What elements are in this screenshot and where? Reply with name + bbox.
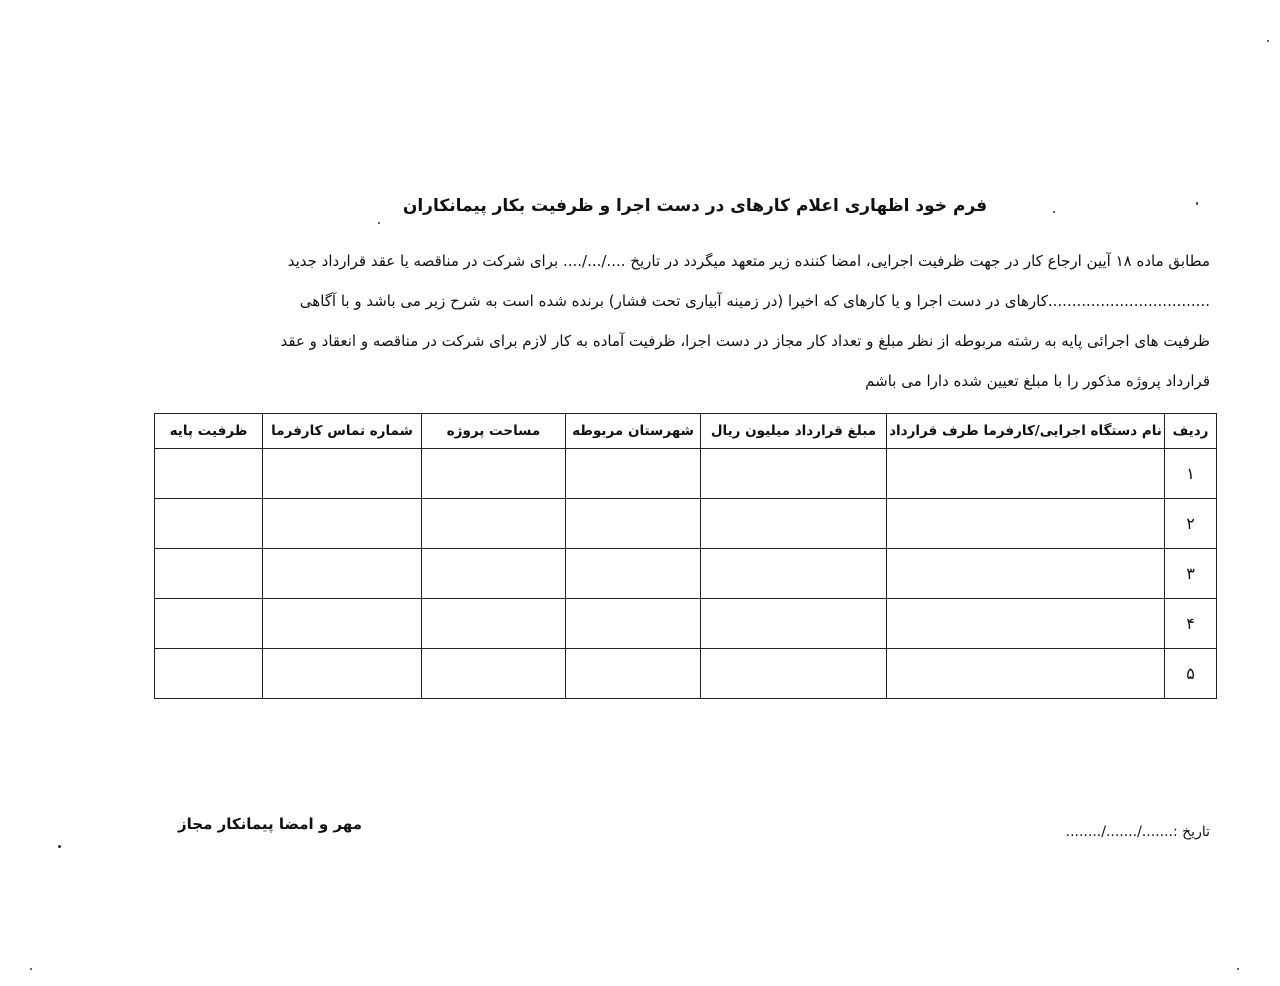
- header-contract-amount: مبلغ قرارداد میلیون ریال: [701, 414, 887, 449]
- city-cell[interactable]: [566, 499, 701, 549]
- employer-phone-cell[interactable]: [263, 599, 422, 649]
- city-cell[interactable]: [566, 599, 701, 649]
- city-cell[interactable]: [566, 449, 701, 499]
- paragraph-line-3: ظرفیت های اجرائی پایه به رشته مربوطه از نظر مبلغ و تعداد کار مجاز در دست اجرا، ظرفیت آماده به کار لازم برای شرکت در مناقصه و انعقاد و عقد: [280, 332, 1210, 350]
- base-capacity-cell[interactable]: [155, 499, 263, 549]
- contract-amount-cell[interactable]: [701, 499, 887, 549]
- scan-speck: [1053, 211, 1055, 213]
- paragraph-line-2: ..................................کارهای در دست اجرا و یا کارهای که اخیرا (در زمینه آبیاری تحت فشار) برنده شده است به شرح زیر می باشد و با آگاهی: [299, 292, 1210, 310]
- project-area-cell[interactable]: [422, 549, 566, 599]
- header-city: شهرستان مربوطه: [566, 414, 701, 449]
- contract-amount-cell[interactable]: [701, 449, 887, 499]
- row-number-cell: ۳: [1165, 549, 1217, 599]
- employer-phone-cell[interactable]: [263, 499, 422, 549]
- date-field: تاریخ :......./......./........: [1065, 824, 1210, 840]
- header-project-area: مساحت پروژه: [422, 414, 566, 449]
- form-title: فرم خود اظهاری اعلام کارهای در دست اجرا و ظرفیت بکار پیمانکاران: [402, 196, 988, 216]
- employer-name-cell[interactable]: [887, 449, 1165, 499]
- table-header-row: [155, 414, 1217, 449]
- row-number-cell: ۱: [1165, 449, 1217, 499]
- header-employer-name: نام دستگاه اجرایی/کارفرما طرف قرارداد: [887, 414, 1165, 449]
- header-employer-phone: شماره تماس کارفرما: [263, 414, 422, 449]
- contract-amount-cell[interactable]: [701, 549, 887, 599]
- base-capacity-cell[interactable]: [155, 549, 263, 599]
- scan-speck: [1237, 968, 1239, 970]
- project-area-cell[interactable]: [422, 649, 566, 699]
- table-row: [155, 649, 1217, 699]
- employer-name-cell[interactable]: [887, 499, 1165, 549]
- works-table: [154, 413, 1217, 699]
- scan-speck: [58, 845, 61, 848]
- employer-phone-cell[interactable]: [263, 449, 422, 499]
- project-area-cell[interactable]: [422, 599, 566, 649]
- table-row: [155, 599, 1217, 649]
- header-base-capacity: ظرفیت پایه: [155, 414, 263, 449]
- contract-amount-cell[interactable]: [701, 649, 887, 699]
- city-cell[interactable]: [566, 549, 701, 599]
- table-row: [155, 449, 1217, 499]
- scan-speck: [30, 968, 32, 970]
- header-row-number: ردیف: [1165, 414, 1217, 449]
- paragraph-line-4: قرارداد پروژه مذکور را با مبلغ تعیین شده دارا می باشم: [865, 372, 1210, 390]
- base-capacity-cell[interactable]: [155, 599, 263, 649]
- project-area-cell[interactable]: [422, 499, 566, 549]
- row-number-cell: ۲: [1165, 499, 1217, 549]
- project-area-cell[interactable]: [422, 449, 566, 499]
- city-cell[interactable]: [566, 649, 701, 699]
- employer-phone-cell[interactable]: [263, 549, 422, 599]
- base-capacity-cell[interactable]: [155, 649, 263, 699]
- scan-speck: [1267, 40, 1269, 42]
- signature-label: مهر و امضا پیمانکار مجاز: [177, 815, 362, 833]
- row-number-cell: ۵: [1165, 649, 1217, 699]
- row-number-cell: ۴: [1165, 599, 1217, 649]
- contract-amount-cell[interactable]: [701, 599, 887, 649]
- employer-name-cell[interactable]: [887, 549, 1165, 599]
- employer-phone-cell[interactable]: [263, 649, 422, 699]
- paragraph-line-1: مطابق ماده ۱۸ آیین ارجاع کار در جهت ظرفیت اجرایی، امضا کننده زیر متعهد میگردد در تاریخ ..../.../.... برای شرکت در مناقصه یا عقد قرارداد جدید: [287, 252, 1210, 270]
- employer-name-cell[interactable]: [887, 599, 1165, 649]
- scan-speck: [378, 222, 380, 224]
- table-row: [155, 549, 1217, 599]
- table-row: [155, 499, 1217, 549]
- base-capacity-cell[interactable]: [155, 449, 263, 499]
- scan-speck: [1196, 202, 1198, 205]
- employer-name-cell[interactable]: [887, 649, 1165, 699]
